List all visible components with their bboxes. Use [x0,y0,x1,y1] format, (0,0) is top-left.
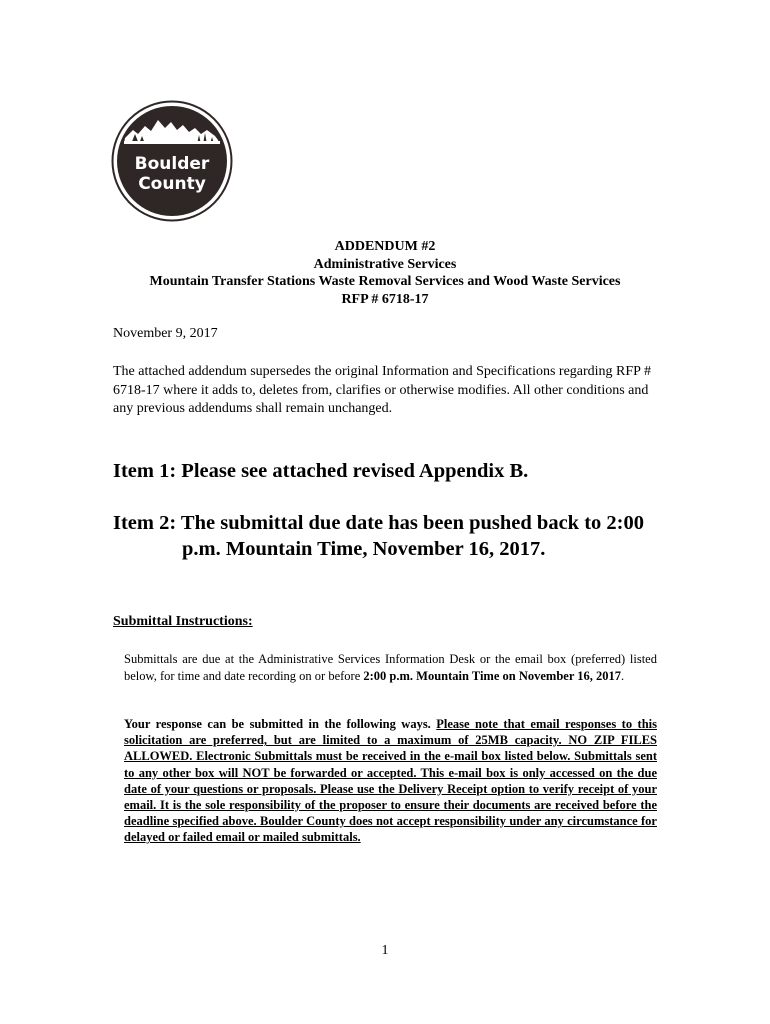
submittal-paragraph-1 [124,651,657,685]
submittal-paragraph-2 [124,716,657,846]
rfp-number: RFP # 6718-17 [341,291,429,307]
logo-text-line2: County [138,174,206,194]
item-2-line2: p.m. Mountain Time, November 16, 2017. [182,538,546,560]
para2-underlined: Please note that email responses to this solicitation are preferred, but are limited to a maximum of 25MB capacity. NO ZIP FILES ALLOWED. Electronic Submittals must be received in the e-mail box listed below. Submittals sent to any other box will NOT be forwarded or accepted. This e-mail box is only accessed on the due date of your questions or proposals. Please use the Delivery Receipt option to verify receipt of your email. It is the sole responsibility of the proposer to ensure their documents are received before the deadline specified above. Boulder County does not accept responsibility under any circumstance for delayed or failed email or mailed submittals. [124,717,657,845]
department-name: Administrative Services [313,256,457,272]
item-1: Item 1: Please see attached revised Appendix B. [113,460,529,482]
document-date: November 9, 2017 [113,326,218,341]
project-title: Mountain Transfer Stations Waste Removal Services and Wood Waste Services [149,274,621,289]
document-header [0,238,770,308]
submittal-instructions-heading: Submittal Instructions: [113,614,253,629]
intro-paragraph: The attached addendum supersedes the original Information and Specifications regarding RFP # 6718-17 where it adds to, deletes from, clarifies or otherwise modifies. All other conditions and any previous addendums shall remain unchanged. [113,364,651,416]
item-2 [113,510,644,562]
para1-text: Submittals are due at the Administrative Services Information Desk or the email box (preferred) listed below, for time and date recording on or before [124,652,657,683]
logo-text-line1: Boulder [134,154,210,174]
item-2-line1: Item 2: The submittal due date has been pushed back to 2:00 [113,512,644,534]
page-number: 1 [381,943,389,958]
para1-deadline: 2:00 p.m. Mountain Time on November 16, 2017 [363,668,622,683]
addendum-title: ADDENDUM #2 [334,239,436,254]
boulder-county-logo [111,100,233,222]
para2-lead: Your response can be submitted in the following ways. [124,717,437,731]
para1-end: . [621,668,625,683]
